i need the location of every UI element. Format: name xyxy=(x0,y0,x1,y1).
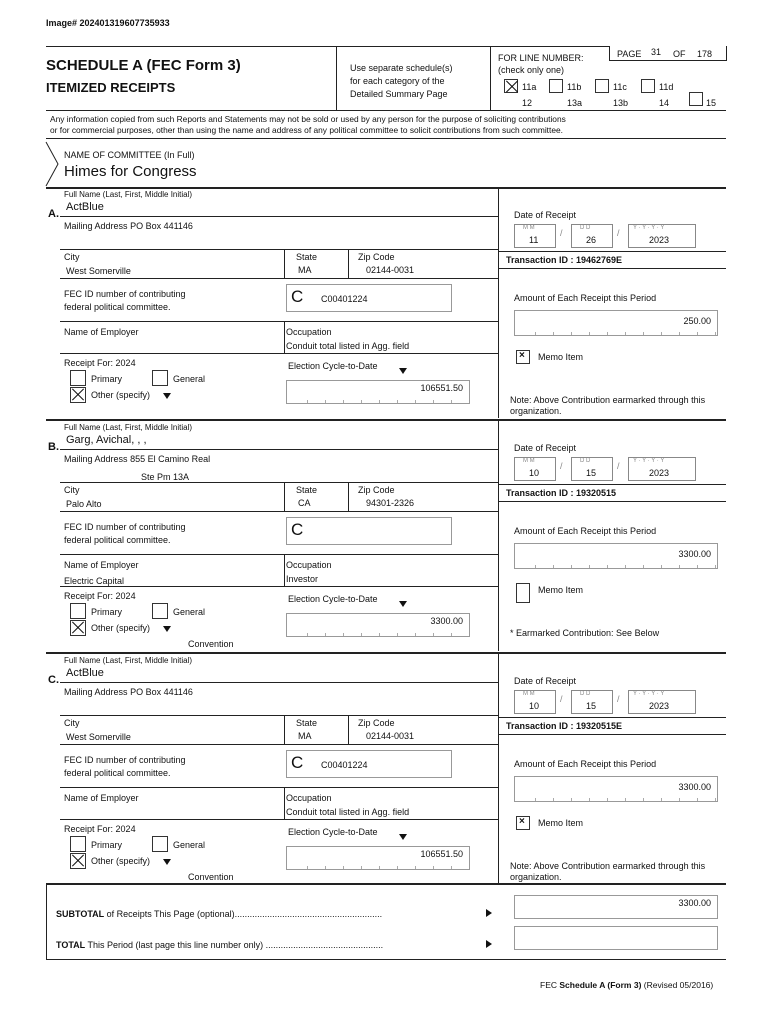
disclaimer-line1: Any information copied from such Reports and Statements may not be sold or used by any person for the purpose of soliciting contributions xyxy=(50,114,566,124)
memo-checkbox[interactable] xyxy=(516,350,530,364)
subtotal-label xyxy=(56,909,382,919)
state-value: MA xyxy=(298,265,312,275)
primary-label: Primary xyxy=(91,840,122,850)
subtotal-box[interactable] xyxy=(514,895,718,919)
occupation-label: Occupation xyxy=(286,793,332,803)
other-dropdown-icon[interactable] xyxy=(163,626,171,632)
transaction-rule xyxy=(498,268,726,269)
line-11c-checkbox[interactable] xyxy=(595,79,609,93)
line-13a-label: 13a xyxy=(567,98,583,108)
employer-top-rule xyxy=(60,787,498,788)
occupation-value: Conduit total listed in Agg. field xyxy=(286,807,410,817)
total-arrow-icon xyxy=(486,940,492,948)
footer-suffix: (Revised 05/2016) xyxy=(641,980,714,990)
date-day-box[interactable] xyxy=(571,224,613,248)
other-label: Other (specify) xyxy=(91,623,151,633)
mailing-address-line1: PO Box 441146 xyxy=(130,687,193,697)
election-cycle-label: Election Cycle-to-Date xyxy=(288,594,378,604)
entry-separator xyxy=(46,419,726,421)
other-label: Other (specify) xyxy=(91,390,151,400)
election-cycle-dropdown-icon[interactable] xyxy=(399,601,407,607)
form-title: SCHEDULE A (FEC Form 3) xyxy=(46,57,241,74)
state-zip-divider xyxy=(348,482,349,511)
line-14-label: 14 xyxy=(659,98,670,108)
other-checkbox[interactable] xyxy=(70,620,86,636)
city-label: City xyxy=(64,252,80,262)
primary-label: Primary xyxy=(91,374,122,384)
contributor-name: ActBlue xyxy=(66,667,104,679)
right-column-divider xyxy=(498,654,499,884)
fec-id-label-line2: federal political committee. xyxy=(64,768,171,778)
header-bottom-rule xyxy=(46,110,726,111)
date-year-box[interactable] xyxy=(628,224,696,248)
note-line1: * Earmarked Contribution: See Below xyxy=(510,628,660,638)
form-subtitle: ITEMIZED RECEIPTS xyxy=(46,80,176,95)
memo-label: Memo Item xyxy=(538,352,584,362)
state-value: MA xyxy=(298,731,312,741)
date-month: 11 xyxy=(529,235,539,245)
election-cycle-dropdown-icon[interactable] xyxy=(399,834,407,840)
total-box[interactable] xyxy=(514,926,718,950)
employer-rule xyxy=(60,353,498,354)
city-value: Palo Alto xyxy=(66,499,102,509)
receipt-for-year: 2024 xyxy=(115,358,136,368)
receipt-for-year: 2024 xyxy=(115,591,136,601)
occupation-label: Occupation xyxy=(286,327,332,337)
committee-rule xyxy=(46,187,726,189)
subtotal-bold: SUBTOTAL xyxy=(56,909,105,919)
line-13b-label: 13b xyxy=(613,98,629,108)
receipt-for-text: Receipt For: xyxy=(64,591,114,601)
zip-label: Zip Code xyxy=(358,718,395,728)
fec-id-label-line2: federal political committee. xyxy=(64,535,171,545)
fec-id-label-line1: FEC ID number of contributing xyxy=(64,289,186,299)
occupation-value: Conduit total listed in Agg. field xyxy=(286,341,410,351)
date-year-hint: Y · Y · Y · Y xyxy=(633,691,665,697)
state-label: State xyxy=(296,718,318,728)
zip-value: 94301-2326 xyxy=(366,498,415,508)
footer-bold: Schedule A (Form 3) xyxy=(559,980,642,990)
date-sep-2: / xyxy=(617,694,620,704)
memo-check-icon: × xyxy=(519,350,525,361)
primary-checkbox[interactable] xyxy=(70,370,86,386)
footer xyxy=(540,980,713,990)
date-month-box[interactable] xyxy=(514,224,556,248)
date-year-hint: Y · Y · Y · Y xyxy=(633,225,665,231)
employer-top-rule xyxy=(60,321,498,322)
election-cycle-value: 106551.50 xyxy=(420,849,463,859)
memo-check-icon: × xyxy=(519,816,525,827)
employer-label: Name of Employer xyxy=(64,327,139,337)
total-rest: This Period (last page this line number only) ............................................... xyxy=(85,940,384,950)
election-cycle-label: Election Cycle-to-Date xyxy=(288,361,378,371)
date-day: 15 xyxy=(586,468,597,478)
contributor-name: ActBlue xyxy=(66,201,104,213)
other-label: Other (specify) xyxy=(91,856,151,866)
election-cycle-box[interactable] xyxy=(286,613,470,637)
other-dropdown-icon[interactable] xyxy=(163,859,171,865)
date-year-box[interactable] xyxy=(628,690,696,714)
employer-top-rule xyxy=(60,554,498,555)
transaction-id: Transaction ID : 19320515 xyxy=(506,488,617,498)
date-year: 2023 xyxy=(649,235,670,245)
footer-prefix: FEC xyxy=(540,980,560,990)
city-state-divider xyxy=(284,482,285,511)
subtotal-value: 3300.00 xyxy=(678,898,711,908)
date-day-hint: D D xyxy=(580,691,591,697)
employer-label: Name of Employer xyxy=(64,793,139,803)
mailing-address-line1: PO Box 441146 xyxy=(130,221,193,231)
subtotal-rest: of Receipts This Page (optional)........................................................... xyxy=(104,909,383,919)
note-line2: organization. xyxy=(510,872,562,882)
line-11b-label: 11b xyxy=(567,82,582,92)
use-separate-line1: Use separate schedule(s) xyxy=(350,63,453,73)
general-checkbox[interactable] xyxy=(152,603,168,619)
amount-label: Amount of Each Receipt this Period xyxy=(514,759,657,769)
receipt-for-year: 2024 xyxy=(115,824,136,834)
city-state-divider xyxy=(284,715,285,744)
fec-id-prefix: C xyxy=(291,520,304,539)
date-of-receipt-label: Date of Receipt xyxy=(514,443,577,453)
mailing-label-text: Mailing Address xyxy=(64,454,128,464)
total-label xyxy=(56,940,383,950)
use-separate-line3: Detailed Summary Page xyxy=(350,89,448,99)
fec-id-box[interactable] xyxy=(286,284,452,312)
election-cycle-value: 106551.50 xyxy=(420,383,463,393)
state-label: State xyxy=(296,485,318,495)
date-rule xyxy=(498,717,726,718)
mailing-label xyxy=(64,454,210,464)
entry-letter: C. xyxy=(48,674,59,686)
city-value: West Somerville xyxy=(66,266,131,276)
other-dropdown-icon[interactable] xyxy=(163,393,171,399)
amount-label: Amount of Each Receipt this Period xyxy=(514,526,657,536)
date-month: 10 xyxy=(529,468,540,478)
page-label: PAGE xyxy=(617,49,642,59)
transaction-rule xyxy=(498,501,726,502)
line-11d-label: 11d xyxy=(659,82,674,92)
mailing-address-line2: Ste Pm 13A xyxy=(141,472,190,482)
zip-value: 02144-0031 xyxy=(366,731,415,741)
full-name-label: Full Name (Last, First, Middle Initial) xyxy=(64,190,193,199)
employer-rule xyxy=(60,586,498,587)
zip-value: 02144-0031 xyxy=(366,265,415,275)
date-month: 10 xyxy=(529,701,540,711)
election-cycle-box[interactable] xyxy=(286,380,470,404)
fec-id-label-line1: FEC ID number of contributing xyxy=(64,755,186,765)
amount-value: 3300.00 xyxy=(678,782,711,792)
election-cycle-value: 3300.00 xyxy=(430,616,463,626)
city-label: City xyxy=(64,485,80,495)
transaction-id: Transaction ID : 19462769E xyxy=(506,255,623,265)
committee-label: NAME OF COMMITTEE (In Full) xyxy=(64,150,195,160)
city-rule xyxy=(60,744,498,745)
name-rule xyxy=(60,682,498,683)
amount-value: 3300.00 xyxy=(678,549,711,559)
state-zip-divider xyxy=(348,715,349,744)
other-specify-value: Convention xyxy=(188,639,234,649)
other-checkbox[interactable] xyxy=(70,387,86,403)
amount-label: Amount of Each Receipt this Period xyxy=(514,293,657,303)
fec-id-box[interactable] xyxy=(286,750,452,778)
date-day: 15 xyxy=(586,701,597,711)
date-year: 2023 xyxy=(649,701,670,711)
date-year-box[interactable] xyxy=(628,457,696,481)
name-rule xyxy=(60,449,498,450)
employer-divider xyxy=(284,321,285,353)
date-of-receipt-label: Date of Receipt xyxy=(514,210,577,220)
memo-label: Memo Item xyxy=(538,585,584,595)
occupation-value: Investor xyxy=(286,574,319,584)
date-rule xyxy=(498,484,726,485)
full-name-label: Full Name (Last, First, Middle Initial) xyxy=(64,656,193,665)
address-rule xyxy=(60,715,498,716)
other-checkbox[interactable] xyxy=(70,853,86,869)
date-of-receipt-label: Date of Receipt xyxy=(514,676,577,686)
totals-left-rule xyxy=(46,883,47,959)
receipt-for-label xyxy=(64,358,136,368)
general-checkbox[interactable] xyxy=(152,370,168,386)
city-rule xyxy=(60,511,498,512)
date-month-box[interactable] xyxy=(514,690,556,714)
right-column-divider xyxy=(498,188,499,418)
employer-label: Name of Employer xyxy=(64,560,139,570)
date-rule xyxy=(498,251,726,252)
receipt-for-label xyxy=(64,824,136,834)
line-11d-checkbox[interactable] xyxy=(641,79,655,93)
fec-id-prefix: C xyxy=(291,753,304,772)
mailing-label xyxy=(64,221,193,231)
date-day: 26 xyxy=(586,235,597,245)
total-bold: TOTAL xyxy=(56,940,86,950)
disclaimer-line2: or for commercial purposes, other than using the name and address of any political committee to solicit contributions from such committee. xyxy=(50,125,563,135)
address-rule xyxy=(60,249,498,250)
general-label: General xyxy=(173,374,206,384)
note-line1: Note: Above Contribution earmarked through this xyxy=(510,861,706,871)
employer-value: Electric Capital xyxy=(64,576,125,586)
committee-name: Himes for Congress xyxy=(64,163,197,180)
general-checkbox[interactable] xyxy=(152,836,168,852)
receipt-for-text: Receipt For: xyxy=(64,824,114,834)
date-day-box[interactable] xyxy=(571,457,613,481)
election-cycle-label: Election Cycle-to-Date xyxy=(288,827,378,837)
mailing-label xyxy=(64,687,193,697)
totals-top-rule xyxy=(46,883,726,885)
date-day-box[interactable] xyxy=(571,690,613,714)
memo-label: Memo Item xyxy=(538,818,584,828)
date-month-hint: M M xyxy=(523,458,535,464)
mailing-label-text: Mailing Address xyxy=(64,221,128,231)
fec-id-label-line1: FEC ID number of contributing xyxy=(64,522,186,532)
fec-id-label-line2: federal political committee. xyxy=(64,302,171,312)
for-line-label: FOR LINE NUMBER: xyxy=(498,53,584,63)
line-15-label: 15 xyxy=(706,98,717,108)
committee-bracket xyxy=(44,140,60,188)
mailing-address-line1: 855 El Camino Real xyxy=(130,454,211,464)
employer-divider xyxy=(284,787,285,819)
contributor-name: Garg, Avichal, , , xyxy=(66,434,147,446)
employer-divider xyxy=(284,554,285,586)
date-day-hint: D D xyxy=(580,458,591,464)
primary-label: Primary xyxy=(91,607,122,617)
date-year: 2023 xyxy=(649,468,670,478)
zip-label: Zip Code xyxy=(358,485,395,495)
entry-separator xyxy=(46,652,726,654)
state-label: State xyxy=(296,252,318,262)
header-divider-2 xyxy=(490,46,491,110)
city-state-divider xyxy=(284,249,285,278)
fec-id-box[interactable] xyxy=(286,517,452,545)
mailing-label-text: Mailing Address xyxy=(64,687,128,697)
name-rule xyxy=(60,216,498,217)
date-year-hint: Y · Y · Y · Y xyxy=(633,458,665,464)
line-12-label: 12 xyxy=(522,98,533,108)
date-month-hint: M M xyxy=(523,691,535,697)
primary-checkbox[interactable] xyxy=(70,603,86,619)
amount-value: 250.00 xyxy=(683,316,711,326)
date-sep-1: / xyxy=(560,228,563,238)
state-value: CA xyxy=(298,498,311,508)
line-11c-label: 11c xyxy=(613,82,627,92)
note-line2: organization. xyxy=(510,406,562,416)
zip-label: Zip Code xyxy=(358,252,395,262)
address-rule xyxy=(60,482,498,483)
date-sep-1: / xyxy=(560,461,563,471)
right-column-divider xyxy=(498,421,499,651)
city-rule xyxy=(60,278,498,279)
state-zip-divider xyxy=(348,249,349,278)
date-month-hint: M M xyxy=(523,225,535,231)
page-total: 178 xyxy=(697,49,713,59)
date-month-box[interactable] xyxy=(514,457,556,481)
city-value: West Somerville xyxy=(66,732,131,742)
transaction-rule xyxy=(498,734,726,735)
election-cycle-box[interactable] xyxy=(286,846,470,870)
line-11a-checkbox[interactable] xyxy=(504,79,518,93)
amount-box[interactable] xyxy=(514,543,718,569)
date-sep-1: / xyxy=(560,694,563,704)
of-label: OF xyxy=(673,49,686,59)
page-number: 31 xyxy=(651,47,662,57)
receipt-for-label xyxy=(64,591,136,601)
date-day-hint: D D xyxy=(580,225,591,231)
memo-checkbox[interactable] xyxy=(516,816,530,830)
general-label: General xyxy=(173,607,206,617)
entry-letter: A. xyxy=(48,208,59,220)
image-id: Image# 202401319607735933 xyxy=(46,18,170,28)
fec-id-value: C00401224 xyxy=(321,294,368,304)
amount-box[interactable] xyxy=(514,310,718,336)
full-name-label: Full Name (Last, First, Middle Initial) xyxy=(64,423,193,432)
header-divider xyxy=(336,46,337,110)
occupation-label: Occupation xyxy=(286,560,332,570)
receipt-for-text: Receipt For: xyxy=(64,358,114,368)
other-specify-value: Convention xyxy=(188,872,234,882)
general-label: General xyxy=(173,840,206,850)
date-sep-2: / xyxy=(617,461,620,471)
subtotal-arrow-icon xyxy=(486,909,492,917)
city-label: City xyxy=(64,718,80,728)
line-11a-label: 11a xyxy=(522,82,537,92)
line-11b-checkbox[interactable] xyxy=(549,79,563,93)
primary-checkbox[interactable] xyxy=(70,836,86,852)
fec-id-prefix: C xyxy=(291,287,304,306)
amount-box[interactable] xyxy=(514,776,718,802)
transaction-id: Transaction ID : 19320515E xyxy=(506,721,623,731)
disclaimer-rule xyxy=(46,138,726,139)
entry-letter: B. xyxy=(48,441,59,453)
use-separate-line2: for each category of the xyxy=(350,76,445,86)
line-15-checkbox[interactable] xyxy=(689,92,703,106)
employer-rule xyxy=(60,819,498,820)
check-only-label: (check only one) xyxy=(498,65,565,75)
date-sep-2: / xyxy=(617,228,620,238)
election-cycle-dropdown-icon[interactable] xyxy=(399,368,407,374)
totals-bottom-rule xyxy=(46,959,726,960)
fec-id-value: C00401224 xyxy=(321,760,368,770)
note-line1: Note: Above Contribution earmarked through this xyxy=(510,395,706,405)
memo-checkbox[interactable] xyxy=(516,583,530,603)
